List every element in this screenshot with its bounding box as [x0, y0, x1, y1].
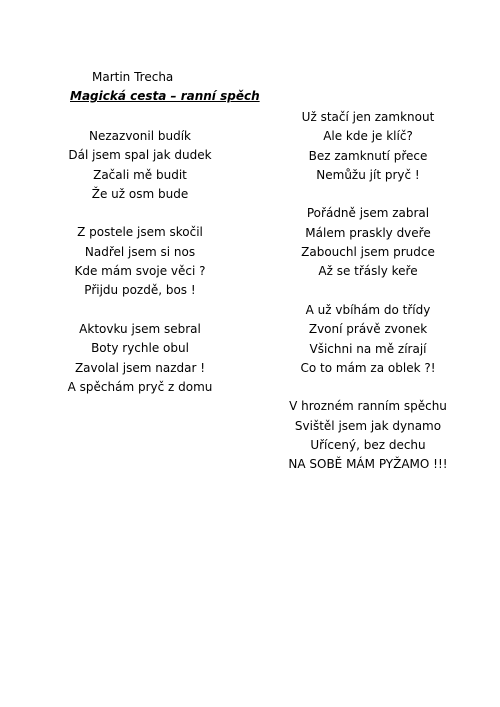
verse-line: Už stačí jen zamknout — [301, 110, 435, 124]
verse-line: Začali mě budit — [93, 167, 187, 182]
stanza — [40, 320, 240, 397]
verse-line: Všichni na mě zírají — [309, 341, 427, 356]
verse-line: Aktovku jsem sebral — [79, 321, 201, 336]
verse-line: Kde mám svoje věci ? — [74, 264, 206, 279]
verse-line: Ale kde je klíč? — [323, 129, 413, 144]
verse-line: Z postele jsem skočil — [77, 225, 203, 240]
verse-line: Uřícený, bez dechu — [310, 438, 426, 453]
verse-line: V hrozném ranním spěchu — [289, 399, 447, 414]
stanza — [268, 301, 468, 378]
verse-line: Svištěl jsem jak dynamo — [294, 418, 442, 433]
verse-line: Boty rychle obul — [91, 341, 189, 356]
verse-line: Zabouchl jsem prudce — [301, 245, 435, 260]
verse-line: A spěchám pryč z domu — [67, 379, 213, 394]
verse-line: Málem praskly dveře — [305, 225, 431, 240]
stanza — [40, 127, 240, 204]
stanza — [268, 204, 468, 281]
verse-line: Zvoní právě zvonek — [308, 322, 428, 337]
verse-line: Až se třásly keře — [318, 264, 418, 279]
verse-line: Nezazvonil budík — [89, 129, 191, 143]
verse-line: A už vbíhám do třídy — [305, 302, 431, 317]
verse-line: Bez zamknutí přece — [308, 148, 428, 163]
verse-line: Dál jsem spal jak dudek — [68, 148, 212, 163]
stanza — [268, 397, 468, 474]
verse-line: Že už osm bude — [91, 186, 189, 201]
right-column — [268, 108, 468, 494]
stanza — [40, 223, 240, 300]
verse-line: Nadřel jsem si nos — [84, 244, 196, 259]
verse-line: Co to mám za oblek ?! — [300, 360, 436, 375]
verse-line: Pořádně jsem zabral — [306, 206, 430, 221]
verse-line: Přijdu pozdě, bos ! — [84, 283, 196, 298]
left-column — [40, 127, 240, 416]
verse-line: Nemůžu jít pryč ! — [316, 167, 420, 182]
stanza — [268, 108, 468, 185]
poem-title: Magická cesta – ranní spěch — [70, 89, 260, 103]
verse-line: Zavolal jsem nazdar ! — [74, 360, 206, 375]
verse-line: NA SOBĚ MÁM PYŽAMO !!! — [288, 457, 448, 472]
author-name: Martin Trecha — [92, 70, 174, 84]
